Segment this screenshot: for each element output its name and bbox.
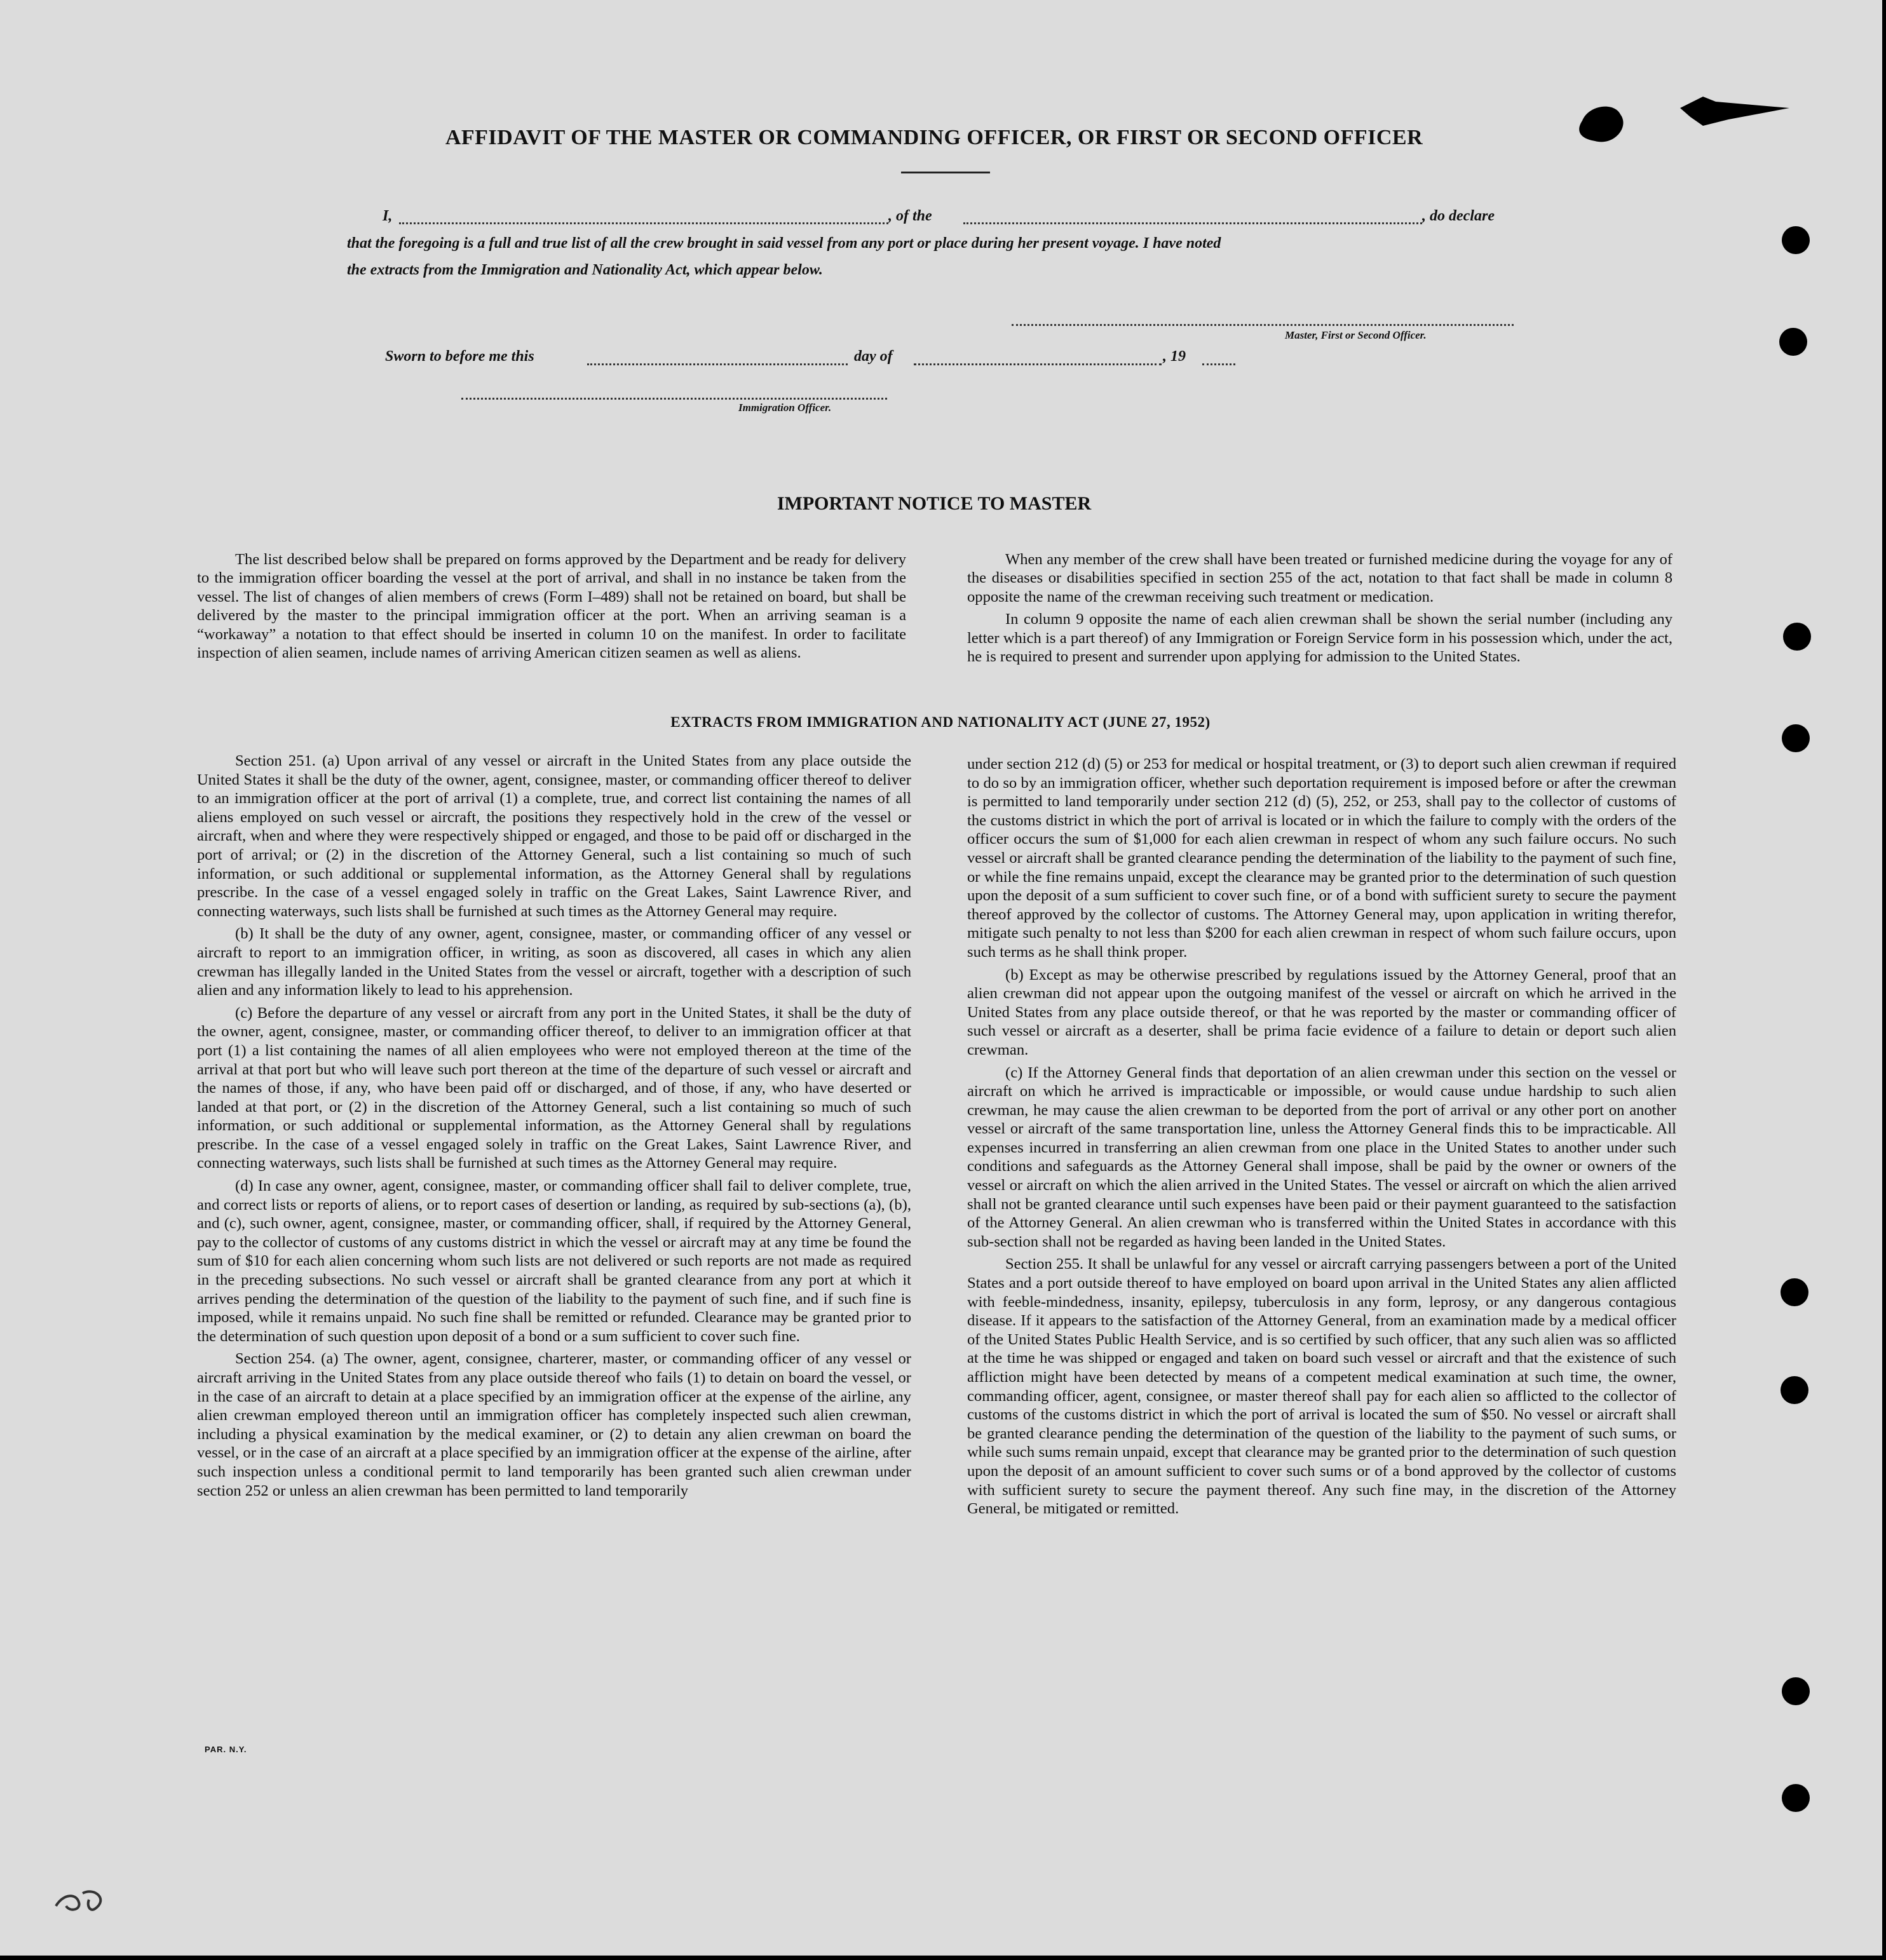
notice-title: IMPORTANT NOTICE TO MASTER — [777, 493, 1092, 514]
line1-do-declare: , do declare — [1422, 208, 1495, 224]
extract-section-254b: (b) Except as may be otherwise prescribed by regulations issued by the Attorney General, proof that an alien crewman did not appear upon the outgoing manifest of the vessel or aircraft on which he arrived in the United States from any place outside thereof, or that he was reported by the master or commanding officer of such vessel or aircraft as a deserter, shall be prima facie evidence of a failure to detain or deport such alien crewman. — [967, 966, 1676, 1058]
punch-hole — [1782, 1784, 1810, 1812]
notice-right-paragraph-2: In column 9 opposite the name of each alien crewman shall be shown the serial number (including any letter which is a part thereof) of any Immigration or Foreign Service form in his possession which, under the act, he is required to present and surrender upon applying for admission to the United States. — [967, 611, 1672, 666]
punch-hole — [1782, 226, 1810, 254]
sworn-label: Sworn to before me this — [385, 348, 534, 365]
punch-hole — [1782, 1677, 1810, 1705]
extracts-title: EXTRACTS FROM IMMIGRATION AND NATIONALITY ACT (JUNE 27, 1952) — [670, 714, 1211, 730]
extract-section-251c: (c) Before the departure of any vessel or aircraft from any port in the United States, it shall be the duty of the owner, agent, consignee, master, or commanding officer thereof, to deliver to an immigration officer at that port (1) a list containing the names of all alien employees who were not employed thereon at the time of the arrival at that port but who will leave such port thereon at the time of the departure of such vessel or aircraft and the names of those, if any, who have been paid off or discharged, and of those, if any, who have deserted or landed at that port, or (2) in the discretion of the Attorney General, such a list containing so much of such information, or such additional or supplemental information, as the Attorney General shall by regulations prescribe. In the case of a vessel engaged solely in traffic on the Great Lakes, Saint Lawrence River, and connecting waterways, such lists shall be furnished at such times as the Attorney General may require. — [197, 1004, 911, 1172]
officer-caption: Immigration Officer. — [738, 402, 832, 414]
year-label: , 19 — [1163, 348, 1186, 365]
extract-section-254a-cont: under section 212 (d) (5) or 253 for medical or hospital treatment, or (3) to deport such alien crewman if required to do so by an immigration officer, whether such deportation requirement is imposed before or after the crewman is permitted to land temporarily under section 212 (d) (5), 252, or 253, shall pay to the collector of customs of the customs district in which the port of arrival is located or in which the failure to comply with the orders of the officer occurs the sum of $1,000 for each alien crewman in respect of whom any such failure occurs. No such vessel or aircraft shall be granted clearance pending the determination of the liability to the payment of such fine, or while the fine remains unpaid, except the clearance may be granted prior to the determination of such question upon the deposit of a sum sufficient to cover such fine, or of a bond with sufficient surety to secure the payment thereof approved by the collector of customs. The Attorney General may, upon application in writing therefor, mitigate such penalty to not less than $200 for each alien crewman in respect of whom such failure occurs, upon such terms as he shall think proper. — [967, 755, 1676, 961]
extract-section-251d: (d) In case any owner, agent, consignee, master, or commanding officer shall fail to deliver complete, true, and correct lists or reports of aliens, or to report cases of desertion or landing, as required by sub-sections (a), (b), and (c), such owner, agent, consignee, master, or commanding officer, shall, if required by the Attorney General, pay to the collector of customs of any customs district in which the vessel or aircraft may at any time be found the sum of $10 for each alien concerning whom such lists are not delivered or such reports are not made as required in the preceding subsections. No such vessel or aircraft shall be granted clearance from any port at which it arrives pending the determination of the question of the liability to the payment of such fine, and if such fine is imposed, while it remains unpaid. No such fine shall be remitted or refunded. Clearance may be granted prior to the determination of such question upon deposit of a bond or a sum sufficient to cover such fine. — [197, 1177, 911, 1345]
day-of-label: day of — [854, 348, 893, 365]
punch-hole — [1781, 1376, 1808, 1404]
name-blank — [399, 222, 888, 224]
punch-hole — [1783, 623, 1811, 651]
sworn-day-blank — [587, 363, 848, 365]
pencil-mark-icon — [51, 1881, 114, 1919]
printer-mark: PAR. N.Y. — [205, 1745, 247, 1754]
signature-caption: Master, First or Second Officer. — [1285, 329, 1427, 341]
bleed-through — [127, 1830, 139, 1874]
notice-left-column — [197, 550, 906, 666]
extract-section-255: Section 255. It shall be unlawful for any vessel or aircraft carrying passengers between a port of the United States and a port outside thereof to have employed on board upon arrival in the United States any alien afflicted with feeble-mindedness, insanity, epilepsy, tuberculosis in any form, leprosy, or any dangerous contagious disease. If it appears to the satisfaction of the Attorney General, from an examination made by a medical officer of the United States Public Health Service, and is so certified by such officer, that any such alien was so afflicted at the time he was shipped or engaged and taken on board such vessel or aircraft and that the existence of such affliction might have been detected by means of a competent medical examination at such time, the owner, commanding officer, agent, consignee, or master thereof shall pay for each alien so afflicted to the collector of customs of the customs district in which the port of arrival is located the sum of $50. No vessel or aircraft shall be granted clearance pending the determination of the question of the liability to the payment of such sums, or while such sums remain unpaid, except that clearance may be granted prior to the determination of such question upon the deposit of an amount sufficient to cover such sums or of a bond approved by the collector of customs with sufficient surety to secure the payment thereof. Any such fine may, in the discretion of the Attorney General, be mitigated or remitted. — [967, 1255, 1676, 1518]
month-blank — [914, 363, 1162, 365]
extract-section-251b: (b) It shall be the duty of any owner, agent, consignee, master, or commanding officer of any vessel or aircraft to report to an immigration officer, in writing, as soon as discovered, all cases in which any alien crewman has illegally landed in the United States from the vessel or aircraft, together with a description of such alien and any information likely to lead to his apprehension. — [197, 925, 911, 999]
punch-hole — [1779, 328, 1807, 356]
affidavit-line3: the extracts from the Immigration and Nationality Act, which appear below. — [347, 262, 823, 278]
line1-of-the: , of the — [888, 208, 932, 224]
officer-line — [461, 398, 887, 400]
notice-left-paragraph: The list described below shall be prepared on forms approved by the Department and be ready for delivery to the immigration officer boarding the vessel at the port of arrival, and shall in no instance be taken from the vessel. The list of changes of alien members of crews (Form I–489) shall not be retained on board, but shall be delivered by the master to the principal immigration officer at the port. When an arriving seaman is a “workaway” a notation to that effect should be inserted in column 10 on the manifest. In order to facilitate inspection of alien seamen, include names of arriving American citizen seamen as well as aliens. — [197, 551, 906, 662]
signature-line — [1012, 324, 1514, 326]
punch-hole — [1782, 724, 1810, 752]
title-rule — [901, 172, 990, 173]
extracts-right-column — [967, 755, 1676, 1522]
extract-section-254a: Section 254. (a) The owner, agent, consignee, charterer, master, or commanding officer of any vessel or aircraft arriving in the United States from any place outside thereof who fails (1) to detain on board the vessel, or in the case of an aircraft to detain at a place specified by an immigration officer at the expense of the airline, any alien crewman employed thereon until an immigration officer has completely inspected such alien crewman, including a physical examination by the medical examiner, or (2) to detain any alien crewman on board the vessel, or in the case of an aircraft at a place specified by an immigration officer at the expense of the airline, after such inspection unless a conditional permit to land temporarily has been granted such alien crewman under section 252 or unless an alien crewman has been permitted to land temporarily — [197, 1350, 911, 1499]
year-blank — [1202, 363, 1235, 365]
notice-right-column — [967, 550, 1672, 670]
extract-section-254c: (c) If the Attorney General finds that deportation of an alien crewman under this section on the vessel or aircraft on which he arrived is impracticable or impossible, or would cause undue hardship to such alien crewman, he may cause the alien crewman to be deported from the port of arrival or any other port on another vessel or aircraft of the same transportation line, unless the Attorney General finds this to be impracticable. All expenses incurred in transferring an alien crewman from one place in the United States to another under such conditions and safeguards as the Attorney General shall impose, shall be paid by the owner or owners of the vessel or aircraft on which the alien arrived in the United States. The vessel or aircraft on which the alien arrived shall not be granted clearance until such expenses have been paid or their payment guaranteed to the satisfaction of the Attorney General. An alien crewman who is transferred within the United States in accordance with this sub-section shall not be regarded as having been landed in the United States. — [967, 1064, 1676, 1250]
affidavit-line2: that the foregoing is a full and true list of all the crew brought in said vessel from any port or place during her present voyage. I have noted — [347, 235, 1221, 252]
affidavit-title: AFFIDAVIT OF THE MASTER OR COMMANDING OFFICER, OR FIRST OR SECOND OFFICER — [445, 126, 1423, 149]
extract-section-251a: Section 251. (a) Upon arrival of any vessel or aircraft in the United States from any place outside the United States it shall be the duty of the owner, agent, consignee, master, or commanding officer thereof to deliver to an immigration officer at the port of arrival (1) a complete, true, and correct list containing the names of all aliens employed on such vessel or aircraft, the positions they respectively hold in the crew of the vessel or aircraft, when and where they were respectively shipped or engaged, and those to be paid off or discharged in the port of arrival; or (2) in the discretion of the Attorney General, such a list containing so much of such information, or such additional or supplemental information, as the Attorney General shall by regulations prescribe. In the case of a vessel engaged solely in traffic on the Great Lakes, Saint Lawrence River, and connecting waterways, such lists shall be furnished at such times as the Attorney General may require. — [197, 752, 911, 920]
notice-right-paragraph-1: When any member of the crew shall have been treated or furnished medicine during the voyage for any of the diseases or disabilities specified in section 255 of the act, notation to that fact shall be made in column 8 opposite the name of the crewman receiving such treatment or medication. — [967, 551, 1672, 605]
ink-blot-icon — [1570, 102, 1639, 152]
punch-hole — [1781, 1278, 1808, 1306]
line1-i: I, — [383, 208, 393, 224]
position-blank — [963, 222, 1422, 224]
extracts-left-column — [197, 752, 911, 1504]
torn-paper-icon — [1678, 89, 1792, 133]
